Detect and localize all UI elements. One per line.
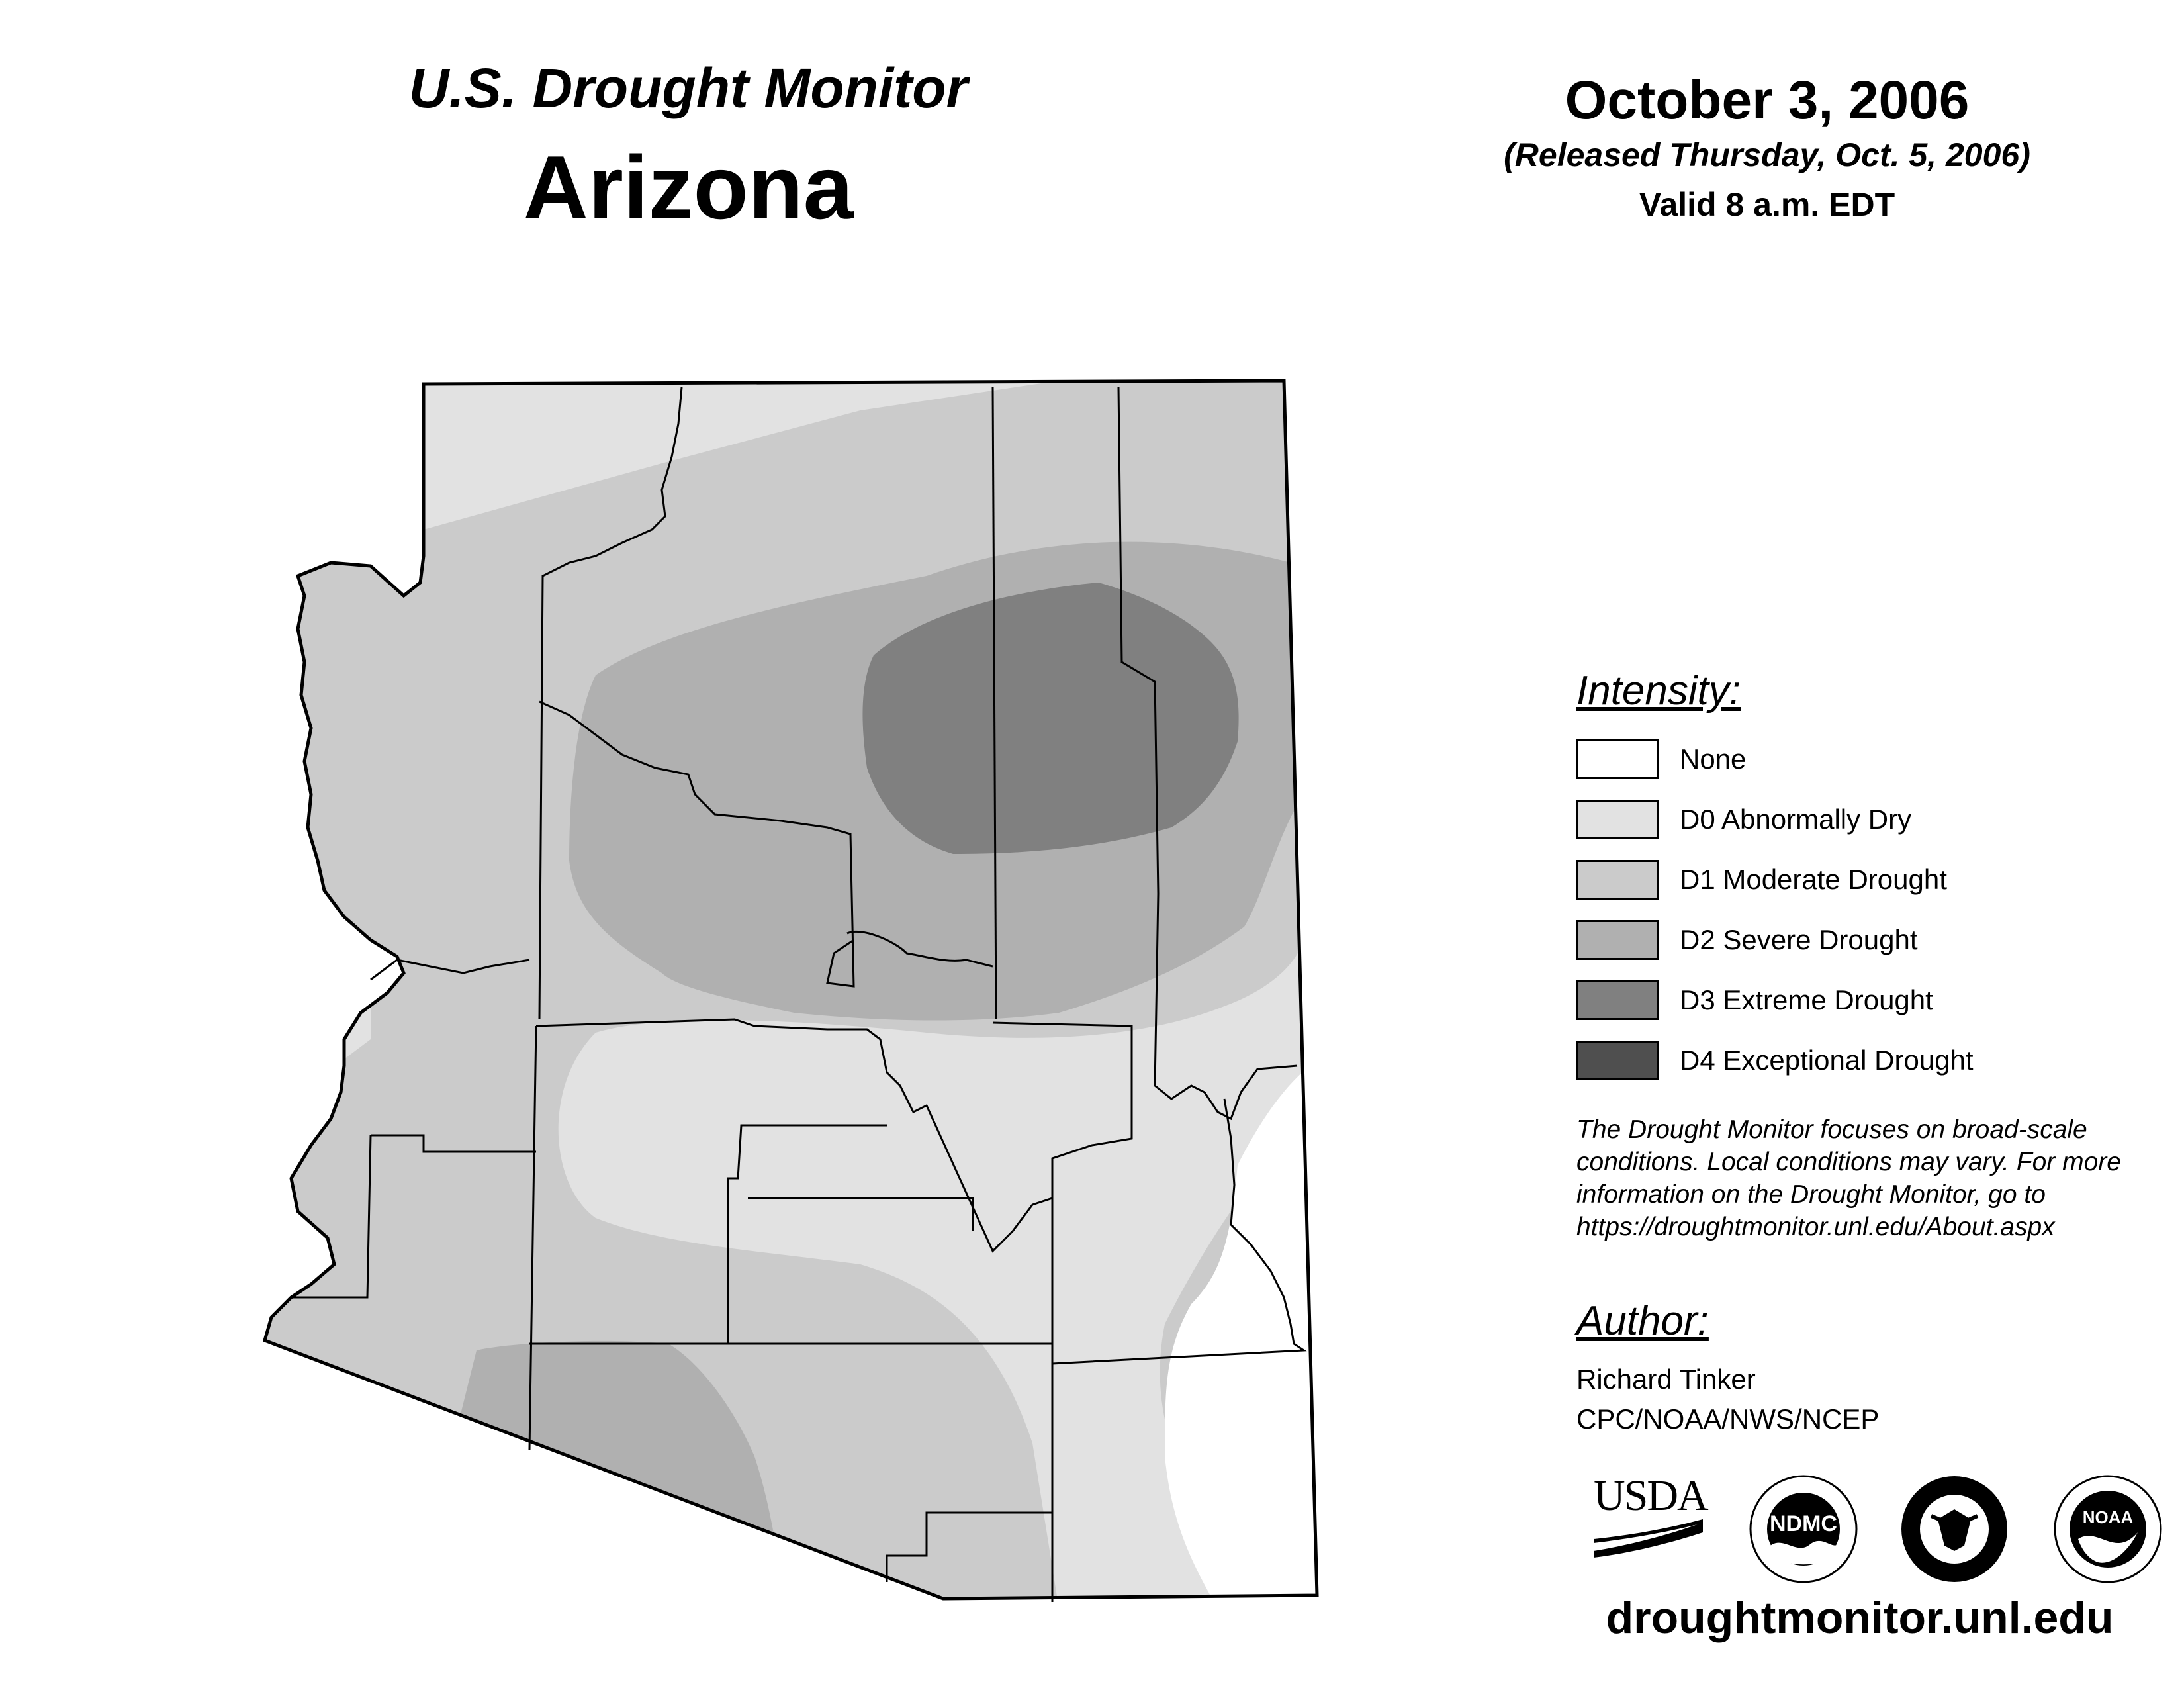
release-date: (Released Thursday, Oct. 5, 2006) bbox=[1504, 136, 2030, 173]
legend-item-none bbox=[1576, 738, 1746, 780]
legend-label-d0: D0 Abnormally Dry bbox=[1680, 804, 1912, 835]
map-title: U.S. Drought Monitor bbox=[408, 57, 968, 119]
department-of-commerce-seal-icon bbox=[1898, 1473, 2011, 1585]
usda-logo-text: USDA bbox=[1594, 1472, 1707, 1520]
legend-swatch-d4 bbox=[1576, 1041, 1659, 1080]
arizona-drought-map bbox=[251, 364, 1337, 1622]
noaa-seal-icon bbox=[2052, 1473, 2164, 1585]
legend-label-d3: D3 Extreme Drought bbox=[1680, 984, 1933, 1015]
legend-swatch-d0 bbox=[1576, 800, 1659, 839]
ndmc-logo-text: NDMC bbox=[1770, 1511, 1837, 1536]
author-name: Richard Tinker bbox=[1576, 1364, 1756, 1395]
legend-title: Intensity: bbox=[1576, 668, 1741, 714]
author-heading: Author: bbox=[1576, 1298, 1709, 1344]
legend-label-none: None bbox=[1680, 743, 1747, 774]
legend-item-d4 bbox=[1576, 1039, 1974, 1082]
legend-swatch-d1 bbox=[1576, 860, 1659, 900]
author-organization: CPC/NOAA/NWS/NCEP bbox=[1576, 1403, 1880, 1434]
disclaimer-note: The Drought Monitor focuses on broad-scale conditions. Local conditions may vary. For more information on the Drought Monitor, go to https://droughtmonitor.unl.edu/About.aspx bbox=[1576, 1115, 2121, 1241]
legend-label-d4: D4 Exceptional Drought bbox=[1680, 1045, 1974, 1076]
noaa-logo-text: NOAA bbox=[2082, 1507, 2134, 1527]
usda-field-icon bbox=[1594, 1519, 1703, 1559]
legend-label-d2: D2 Severe Drought bbox=[1680, 924, 1918, 955]
legend-swatch-none bbox=[1576, 739, 1659, 779]
legend-swatch-d3 bbox=[1576, 980, 1659, 1020]
legend-item-d0 bbox=[1576, 798, 1911, 841]
legend-label-d1: D1 Moderate Drought bbox=[1680, 864, 1947, 895]
noaa-logo bbox=[2052, 1473, 2164, 1585]
valid-time: Valid 8 a.m. EDT bbox=[1639, 186, 1895, 223]
legend-item-d2 bbox=[1576, 919, 1918, 961]
department-of-commerce-logo bbox=[1898, 1473, 2011, 1585]
website-link[interactable]: droughtmonitor.unl.edu bbox=[1606, 1593, 2114, 1643]
map-date: October 3, 2006 bbox=[1565, 70, 1970, 130]
legend-item-d1 bbox=[1576, 859, 1947, 901]
ndmc-logo bbox=[1747, 1473, 1860, 1585]
legend-swatch-d2 bbox=[1576, 920, 1659, 960]
usda-logo bbox=[1594, 1472, 1707, 1562]
state-name: Arizona bbox=[523, 137, 854, 238]
legend-item-d3 bbox=[1576, 979, 1933, 1021]
